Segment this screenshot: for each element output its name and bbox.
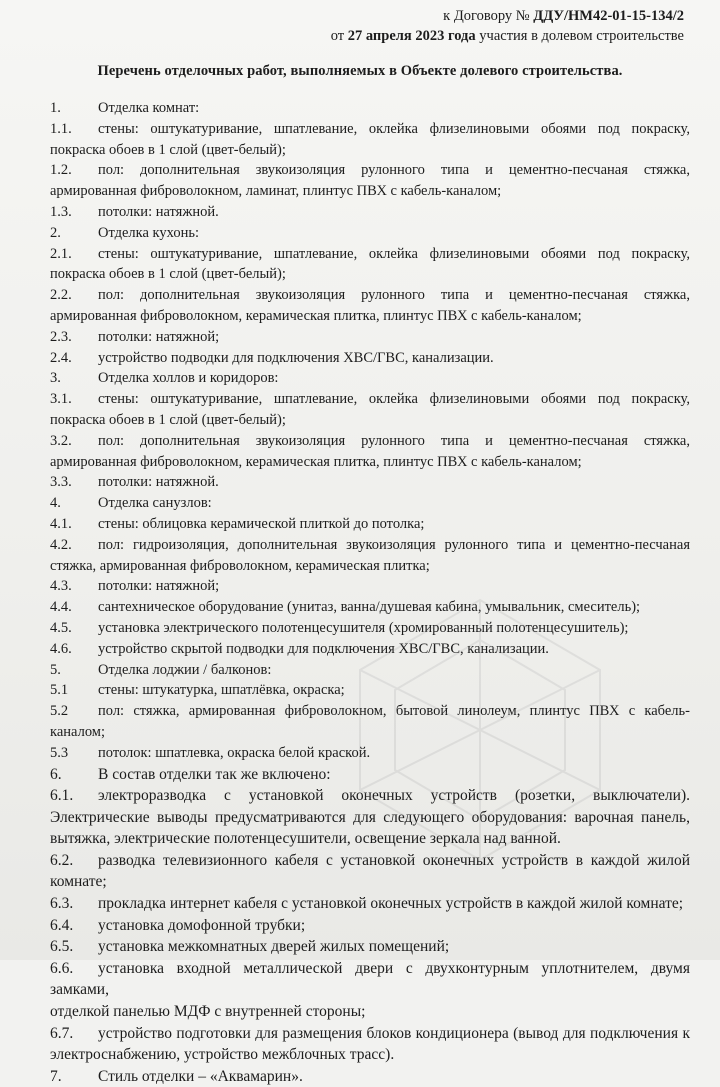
list-item [50,1066,690,1087]
list-item-text: стены: оштукатуривание, шпатлевание, оклейка флизелиновыми обоями под покраску, [98,120,690,137]
list-item-text: Отделка санузлов: [98,495,212,512]
list-item-line [50,936,690,958]
list-item-number: 6.4. [50,916,74,934]
list-item [50,223,690,244]
list-item-line [50,327,690,348]
list-item-text: разводка телевизионного кабеля с установкой оконечных устройств в каждой жилой [98,851,690,869]
list-item-text: стены: оштукатуривание, шпатлевание, оклейка флизелиновыми обоями под покраску, [98,245,690,262]
list-item-number: 4.2. [50,536,72,553]
list-item-line [50,98,690,119]
list-item-continuation: каналом; [50,723,105,740]
contract-date: 27 апреля 2023 года [347,28,476,44]
list-item-number: 6.6. [50,959,74,977]
list-item-line [50,535,690,556]
list-item-line [50,915,690,937]
list-item-line [50,389,690,410]
list-item-text: пол: дополнительная звукоизоляция рулонного типа и цементно-песчаная стяжка, [98,162,690,179]
list-item [50,285,690,327]
list-item-continuation: комнате; [50,873,107,891]
list-item-number: 6.5. [50,938,74,956]
list-item-continuation: армированная фиброволокном, керамическая плитка, плинтус ПВХ с кабель-каналом; [50,453,582,470]
list-item [50,535,690,577]
list-item-number: 5.1 [50,682,69,699]
list-item [50,915,690,937]
list-item [50,202,690,223]
contract-header [331,6,684,46]
list-item-line [50,493,690,514]
list-item-line [50,514,690,535]
list-item-line [50,893,690,915]
list-item-text: Отделка холлов и коридоров: [98,370,279,387]
list-item-text: пол: дополнительная звукоизоляция рулонного типа и цементно-песчаная стяжка, [98,432,690,449]
list-item-text: сантехническое оборудование (унитаз, ванна/душевая кабина, умывальник, смеситель); [98,599,641,616]
list-item-number: 1.3. [50,203,72,220]
list-item-text: потолок: шпатлевка, окраска белой краской. [98,744,371,761]
list-item-line [50,348,690,369]
list-item-text: установка домофонной трубки; [98,916,306,934]
list-item-text: пол: дополнительная звукоизоляция рулонного типа и цементно-песчаная стяжка, [98,287,690,304]
list-item-text: установка входной металлической двери с двухконтурным уплотнителем, двумя замками, [50,959,690,999]
list-item-text: устройство подводки для подключения ХВС/ГВС, канализации. [98,349,494,366]
list-item-continuation: Электрические выводы предусматриваются для следующего оборудования: варочная панель, [50,808,690,826]
list-item-line [50,244,690,265]
list-item-number: 2.3. [50,328,72,345]
list-item-number: 3.2. [50,432,72,449]
list-item-number: 6. [50,765,62,783]
list-item [50,119,690,161]
list-item-text: Отделка кухонь: [98,224,199,241]
list-item-line [50,119,690,140]
list-item-continuation: покраска обоев в 1 слой (цвет-белый); [50,141,286,158]
list-item-number: 4.4. [50,599,72,616]
list-item [50,98,690,119]
date-suffix: участия в долевом строительстве [475,28,684,44]
list-item-number: 2. [50,224,61,241]
list-item [50,893,690,915]
list-item-number: 5. [50,661,61,678]
list-item [50,160,690,202]
list-item-number: 4.6. [50,640,72,657]
list-item-continuation: электроснабжению, устройство межблочных трасс). [50,1046,395,1064]
list-item [50,1023,690,1066]
list-item [50,958,690,1023]
list-item-number: 3.1. [50,391,72,408]
list-item-text: стены: оштукатуривание, шпатлевание, оклейка флизелиновыми обоями под покраску, [98,391,690,408]
list-item-line [50,472,690,493]
list-item-number: 1. [50,100,61,116]
list-item-text: пол: гидроизоляция, дополнительная звукоизоляция рулонного типа и цементно-песчаная [98,536,690,553]
list-item-number: 7. [50,1067,62,1085]
list-item-number: 2.4. [50,349,72,366]
list-item-number: 4.3. [50,578,72,595]
list-item [50,431,690,473]
list-item-text: потолки: натяжной. [98,203,219,220]
document-title: Перечень отделочных работ, выполняемых в Объекте долевого строительства. [97,63,623,79]
list-item-number: 4. [50,495,61,512]
list-item-line [50,223,690,244]
list-item-text: Отделка комнат: [98,100,200,116]
list-item-number: 3.3. [50,474,72,491]
list-item-text: стены: облицовка керамической плиткой до потолка; [98,515,425,532]
contract-date-line [331,26,684,46]
list-item-continuation: вытяжка, электрические полотенцесушители, освещение зеркала над ванной. [50,830,561,848]
list-item-number: 6.7. [50,1024,74,1042]
list-item-number: 2.2. [50,287,72,304]
list-item [50,327,690,348]
list-item-continuation: покраска обоев в 1 слой (цвет-белый); [50,266,286,283]
list-item-number: 5.2 [50,703,69,720]
list-item-text: стены: штукатурка, шпатлёвка, окраска; [98,682,345,699]
list-item-line [50,958,690,1001]
list-item-line [50,160,690,181]
list-item-text: потолки: натяжной; [98,578,220,595]
list-item-number: 4.1. [50,515,72,532]
list-item-line [50,202,690,223]
list-item-text: пол: стяжка, армированная фиброволокном, бытовой линолеум, плинтус ПВХ с кабель- [98,703,690,720]
list-item-number: 5.3 [50,744,69,761]
list-item-text: прокладка интернет кабеля с установкой оконечных устройств в каждой жилой комнате; [98,895,684,913]
list-item-line [50,1023,690,1045]
contract-prefix: к Договору № [443,8,534,24]
contract-reference-line [331,6,684,26]
list-item-line [50,431,690,452]
list-item-text: потолки: натяжной. [98,474,219,491]
list-item-text: В состав отделки так же включено: [98,765,331,783]
list-item [50,514,690,535]
list-item [50,472,690,493]
list-item-line [50,368,690,389]
list-item-line [50,1066,690,1087]
list-item-continuation: отделкой панелью МДФ с внутренней стороны; [50,1003,366,1021]
list-item-text: установка электрического полотенцесушителя (хромированный полотенцесушитель); [98,619,629,636]
list-item-number: 6.3. [50,895,74,913]
list-item [50,389,690,431]
list-item-number: 4.5. [50,619,72,636]
list-item-text: устройство скрытой подводки для подключения ХВС/ГВС, канализации. [98,640,549,657]
list-item-text: потолки: натяжной; [98,328,220,345]
contract-number: ДДУ/НМ42-01-15-134/2 [533,8,684,24]
list-item-number: 2.1. [50,245,72,262]
list-item-continuation: армированная фиброволокном, керамическая плитка, плинтус ПВХ с кабель-каналом; [50,307,582,324]
watermark-logo-icon [330,580,630,880]
list-item-number: 6.2. [50,851,74,869]
list-item-continuation: армированная фиброволокном, ламинат, плинтус ПВХ с кабель-каналом; [50,183,502,200]
list-item-text: электроразводка с установкой оконечных устройств (розетки, выключатели). [98,787,690,805]
list-item [50,493,690,514]
list-item [50,244,690,286]
list-item-number: 6.1. [50,787,74,805]
date-prefix: от [330,28,348,44]
list-item-number: 3. [50,370,61,387]
list-item-continuation: стяжка, армированная фиброволокном, керамическая плитка; [50,557,430,574]
list-item [50,348,690,369]
list-item-text: Стиль отделки – «Аквамарин». [98,1067,303,1085]
list-item-text: устройство подготовки для размещения блоков кондиционера (вывод для подключения к [98,1024,690,1042]
list-item [50,368,690,389]
list-item-number: 1.2. [50,162,72,179]
list-item-continuation: покраска обоев в 1 слой (цвет-белый); [50,411,286,428]
list-item-text: Отделка лоджии / балконов: [98,661,272,678]
list-item [50,936,690,958]
list-item-line [50,285,690,306]
list-item-number: 1.1. [50,120,72,137]
list-item-text: установка межкомнатных дверей жилых помещений; [98,938,450,956]
